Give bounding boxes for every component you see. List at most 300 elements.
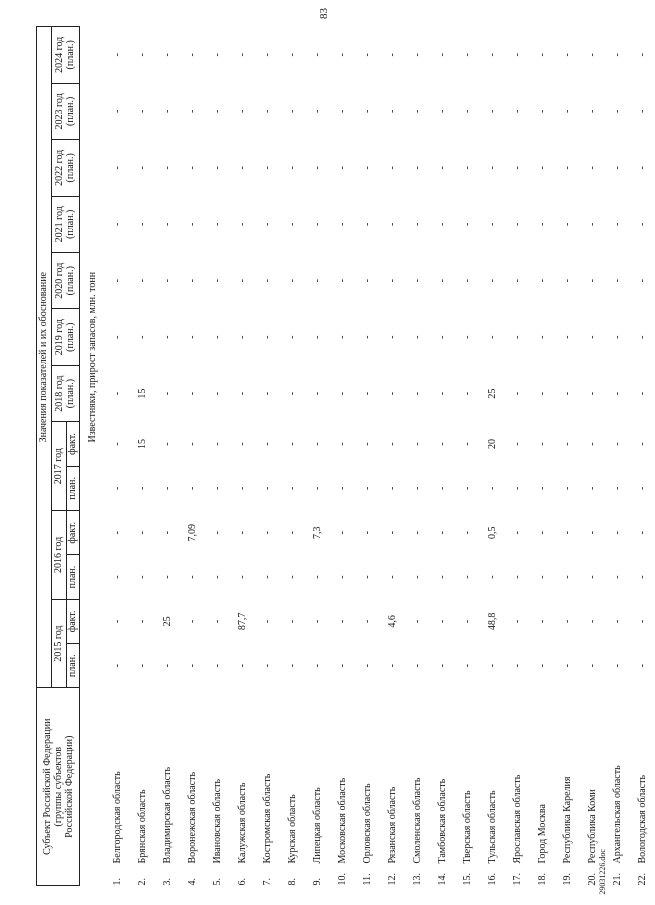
- value-cell: -: [486, 335, 498, 339]
- subject-name: Республика Коми: [586, 789, 598, 864]
- value-cell: -: [236, 531, 248, 535]
- subject-cell: [505, 688, 530, 886]
- value-cell: -: [286, 575, 298, 579]
- value-cell: -: [611, 531, 623, 535]
- value-cell: -: [461, 575, 473, 579]
- value-cell: -: [561, 109, 573, 114]
- subject-cell: [355, 688, 380, 886]
- row-number: 12.: [386, 873, 398, 886]
- value-cell: -: [211, 531, 223, 535]
- value-cell: -: [561, 391, 573, 396]
- subject-name: Орловская область: [361, 783, 373, 864]
- value-cell: -: [586, 335, 598, 339]
- value-cell: -: [336, 664, 348, 668]
- value-cell: 7,3: [311, 526, 323, 539]
- value-cell: -: [186, 166, 198, 170]
- value-cell: -: [336, 619, 348, 624]
- year-2023-header: [52, 83, 80, 139]
- value-cell: -: [511, 619, 523, 624]
- table-row: [380, 27, 405, 886]
- value-cell: -: [586, 279, 598, 283]
- value-cell: -: [311, 279, 323, 283]
- value-cell: 0,5: [486, 526, 498, 539]
- subject-cell: [580, 688, 605, 886]
- value-cell: -: [211, 391, 223, 396]
- value-cell: -: [586, 531, 598, 535]
- subject-cell: [480, 688, 505, 886]
- value-cell: -: [336, 575, 348, 579]
- value-cell: -: [111, 664, 123, 668]
- value-cell: -: [336, 166, 348, 170]
- value-cell: -: [311, 166, 323, 170]
- value-cell: -: [561, 619, 573, 624]
- row-number: 6.: [236, 878, 248, 886]
- value-cell: -: [461, 531, 473, 535]
- value-cell: -: [586, 222, 598, 226]
- row-number: 2.: [136, 878, 148, 886]
- value-cell: -: [236, 109, 248, 114]
- value-cell: -: [136, 222, 148, 226]
- value-cell: -: [536, 486, 548, 491]
- value-cell: -: [411, 664, 423, 668]
- value-cell: -: [461, 619, 473, 624]
- table-row: [630, 27, 655, 886]
- table-body: [80, 27, 655, 886]
- value-cell: -: [436, 279, 448, 283]
- value-cell: -: [361, 619, 373, 624]
- subject-header-line: Субъект Российской Федерации: [41, 718, 53, 855]
- value-cell: -: [211, 335, 223, 339]
- plan-label: (план.): [64, 96, 76, 126]
- plan-subheader: план.: [67, 466, 80, 510]
- value-cell: -: [136, 335, 148, 339]
- value-cell: -: [236, 442, 248, 446]
- value-cell: -: [536, 166, 548, 170]
- value-cell: -: [286, 664, 298, 668]
- table-row: [255, 27, 280, 886]
- value-cell: -: [511, 391, 523, 396]
- value-cell: -: [211, 664, 223, 668]
- year-label: 2019 год: [54, 319, 65, 356]
- value-cell: -: [286, 279, 298, 283]
- year-2020-header: [52, 252, 80, 308]
- value-cell: -: [636, 279, 648, 283]
- year-label: 2023 год: [54, 93, 65, 130]
- value-cell: 25: [486, 388, 498, 399]
- value-cell: -: [611, 664, 623, 668]
- value-cell: -: [186, 575, 198, 579]
- value-cell: -: [611, 166, 623, 170]
- value-cell: -: [261, 391, 273, 396]
- subject-name: Рязанская область: [386, 786, 398, 864]
- value-cell: -: [161, 531, 173, 535]
- table-row: [305, 27, 330, 886]
- row-number: 17.: [511, 873, 523, 886]
- value-cell: -: [411, 53, 423, 57]
- value-cell: -: [536, 619, 548, 624]
- subject-cell: [205, 688, 230, 886]
- value-cell: -: [536, 109, 548, 114]
- value-cell: -: [136, 531, 148, 535]
- value-cell: -: [136, 575, 148, 579]
- value-cell: -: [411, 531, 423, 535]
- value-cell: -: [336, 279, 348, 283]
- value-cell: -: [611, 53, 623, 57]
- subject-cell: [230, 688, 255, 886]
- value-cell: -: [236, 166, 248, 170]
- value-cell: -: [311, 486, 323, 491]
- value-cell: -: [636, 442, 648, 446]
- row-number: 9.: [311, 878, 323, 886]
- value-cell: -: [136, 486, 148, 491]
- value-cell: -: [286, 619, 298, 624]
- row-number: 21.: [611, 873, 623, 886]
- value-cell: -: [636, 531, 648, 535]
- value-cell: -: [561, 531, 573, 535]
- table-row: [480, 27, 505, 886]
- indicators-table: [36, 26, 655, 886]
- subject-name: Тульская область: [486, 790, 498, 864]
- subject-name: Воронежская область: [186, 771, 198, 864]
- table-row: [355, 27, 380, 886]
- value-cell: -: [511, 109, 523, 114]
- row-number: 16.: [486, 873, 498, 886]
- value-cell: -: [386, 531, 398, 535]
- subject-name: Тамбовская область: [436, 778, 448, 864]
- value-cell: -: [211, 442, 223, 446]
- value-cell: -: [461, 279, 473, 283]
- row-number: 3.: [161, 878, 173, 886]
- values-title: Значения показателей и их обоснование: [37, 27, 52, 688]
- value-cell: -: [261, 664, 273, 668]
- value-cell: -: [361, 53, 373, 57]
- table-row: [130, 27, 155, 886]
- table-row: [430, 27, 455, 886]
- value-cell: -: [361, 391, 373, 396]
- value-cell: -: [186, 442, 198, 446]
- subject-cell: [155, 688, 180, 886]
- value-cell: -: [386, 575, 398, 579]
- value-cell: -: [436, 442, 448, 446]
- value-cell: -: [586, 664, 598, 668]
- value-cell: -: [636, 619, 648, 624]
- value-cell: 15: [136, 388, 148, 399]
- value-cell: -: [236, 486, 248, 491]
- value-cell: -: [336, 222, 348, 226]
- subject-cell: [530, 688, 555, 886]
- fact-subheader: факт.: [67, 599, 80, 643]
- value-cell: -: [211, 166, 223, 170]
- subject-name: Белгородская область: [111, 771, 123, 864]
- value-cell: -: [111, 335, 123, 339]
- subject-name: Архангельская область: [611, 765, 623, 864]
- value-cell: -: [311, 442, 323, 446]
- value-cell: -: [436, 531, 448, 535]
- value-cell: -: [486, 166, 498, 170]
- value-cell: -: [161, 335, 173, 339]
- year-2018-header: [52, 365, 80, 421]
- value-cell: -: [261, 531, 273, 535]
- value-cell: -: [386, 664, 398, 668]
- subject-name: Костромская область: [261, 773, 273, 864]
- subject-cell: [305, 688, 330, 886]
- value-cell: -: [361, 575, 373, 579]
- value-cell: -: [511, 664, 523, 668]
- value-cell: -: [186, 279, 198, 283]
- value-cell: -: [136, 279, 148, 283]
- value-cell: -: [336, 442, 348, 446]
- value-cell: -: [186, 664, 198, 668]
- plan-label: (план.): [64, 322, 76, 352]
- year-label: 2022 год: [54, 149, 65, 186]
- row-number: 1.: [111, 878, 123, 886]
- value-cell: -: [486, 53, 498, 57]
- value-cell: -: [311, 335, 323, 339]
- value-cell: -: [211, 222, 223, 226]
- value-cell: -: [311, 619, 323, 624]
- subject-cell: [180, 688, 205, 886]
- value-cell: -: [561, 442, 573, 446]
- subject-name: Республика Карелия: [561, 776, 573, 864]
- subject-cell: [330, 688, 355, 886]
- value-cell: -: [361, 166, 373, 170]
- value-cell: -: [636, 486, 648, 491]
- value-cell: -: [361, 486, 373, 491]
- value-cell: -: [411, 442, 423, 446]
- value-cell: -: [386, 442, 398, 446]
- value-cell: -: [461, 391, 473, 396]
- value-cell: -: [586, 391, 598, 396]
- value-cell: -: [636, 222, 648, 226]
- subject-cell: [255, 688, 280, 886]
- row-number: 19.: [561, 873, 573, 886]
- value-cell: -: [336, 335, 348, 339]
- value-cell: 48,8: [486, 612, 498, 631]
- value-cell: -: [611, 442, 623, 446]
- value-cell: -: [161, 279, 173, 283]
- year-2015-header: 2015 год: [52, 599, 67, 688]
- value-cell: -: [386, 335, 398, 339]
- value-cell: -: [536, 575, 548, 579]
- value-cell: -: [361, 279, 373, 283]
- value-cell: -: [611, 486, 623, 491]
- value-cell: -: [111, 391, 123, 396]
- value-cell: -: [411, 391, 423, 396]
- value-cell: -: [536, 531, 548, 535]
- value-cell: -: [586, 486, 598, 491]
- value-cell: -: [236, 391, 248, 396]
- value-cell: -: [261, 53, 273, 57]
- value-cell: 7,09: [186, 523, 198, 542]
- value-cell: -: [461, 664, 473, 668]
- plan-label: (план.): [64, 266, 76, 296]
- value-cell: -: [111, 109, 123, 114]
- value-cell: -: [636, 575, 648, 579]
- plan-subheader: план.: [67, 644, 80, 688]
- value-cell: -: [261, 619, 273, 624]
- row-number: 10.: [336, 873, 348, 886]
- value-cell: -: [486, 222, 498, 226]
- value-cell: -: [286, 53, 298, 57]
- value-cell: -: [486, 486, 498, 491]
- table-row: [605, 27, 630, 886]
- value-cell: -: [111, 166, 123, 170]
- value-cell: -: [461, 53, 473, 57]
- value-cell: -: [211, 109, 223, 114]
- value-cell: -: [286, 222, 298, 226]
- value-cell: -: [336, 391, 348, 396]
- subject-header-line: Российской Федерации): [63, 735, 75, 838]
- fact-subheader: факт.: [67, 511, 80, 555]
- plan-label: (план.): [64, 40, 76, 70]
- subject-name: Владимирская область: [161, 766, 173, 864]
- value-cell: -: [586, 442, 598, 446]
- value-cell: -: [536, 442, 548, 446]
- value-cell: -: [536, 664, 548, 668]
- value-cell: -: [436, 664, 448, 668]
- row-number: 18.: [536, 873, 548, 886]
- value-cell: -: [411, 166, 423, 170]
- subject-name: Московская область: [336, 777, 348, 864]
- value-cell: -: [111, 442, 123, 446]
- value-cell: -: [586, 53, 598, 57]
- value-cell: -: [211, 575, 223, 579]
- table-row: [530, 27, 555, 886]
- subject-cell: [280, 688, 305, 886]
- value-cell: -: [161, 166, 173, 170]
- table-row: [230, 27, 255, 886]
- subject-name: Ярославская область: [511, 774, 523, 864]
- value-cell: -: [186, 619, 198, 624]
- value-cell: -: [311, 222, 323, 226]
- value-cell: -: [486, 279, 498, 283]
- value-cell: -: [111, 279, 123, 283]
- value-cell: -: [436, 53, 448, 57]
- value-cell: -: [161, 486, 173, 491]
- table-row: [180, 27, 205, 886]
- value-cell: -: [236, 279, 248, 283]
- value-cell: -: [561, 166, 573, 170]
- table-row: [555, 27, 580, 886]
- value-cell: -: [336, 109, 348, 114]
- value-cell: -: [286, 391, 298, 396]
- value-cell: -: [511, 531, 523, 535]
- value-cell: 25: [161, 616, 173, 627]
- value-cell: -: [261, 222, 273, 226]
- value-cell: -: [636, 53, 648, 57]
- value-cell: -: [411, 335, 423, 339]
- value-cell: -: [261, 575, 273, 579]
- value-cell: -: [611, 575, 623, 579]
- value-cell: -: [361, 222, 373, 226]
- year-2019-header: [52, 309, 80, 365]
- value-cell: -: [611, 619, 623, 624]
- value-cell: -: [211, 279, 223, 283]
- value-cell: -: [261, 279, 273, 283]
- value-cell: -: [111, 575, 123, 579]
- value-cell: -: [536, 335, 548, 339]
- year-label: 2024 год: [54, 36, 65, 73]
- table-row: [280, 27, 305, 886]
- subject-column-header: [37, 688, 80, 886]
- value-cell: -: [611, 391, 623, 396]
- value-cell: -: [211, 619, 223, 624]
- value-cell: -: [561, 575, 573, 579]
- value-cell: -: [286, 486, 298, 491]
- subject-name: Курская область: [286, 794, 298, 864]
- row-number: 22.: [636, 873, 648, 886]
- value-cell: -: [236, 575, 248, 579]
- value-cell: -: [261, 109, 273, 114]
- table-row: [330, 27, 355, 886]
- value-cell: -: [511, 53, 523, 57]
- value-cell: -: [636, 335, 648, 339]
- subject-name: Тверская область: [461, 790, 473, 864]
- value-cell: -: [386, 109, 398, 114]
- value-cell: -: [311, 664, 323, 668]
- subject-name: Брянская область: [136, 789, 148, 864]
- value-cell: -: [311, 575, 323, 579]
- value-cell: -: [486, 664, 498, 668]
- value-cell: -: [611, 335, 623, 339]
- value-cell: -: [286, 166, 298, 170]
- section-row: [80, 27, 106, 886]
- value-cell: -: [536, 53, 548, 57]
- value-cell: -: [236, 53, 248, 57]
- value-cell: -: [361, 109, 373, 114]
- value-cell: -: [436, 486, 448, 491]
- value-cell: -: [111, 53, 123, 57]
- value-cell: -: [561, 279, 573, 283]
- value-cell: -: [111, 619, 123, 624]
- value-cell: -: [536, 279, 548, 283]
- value-cell: -: [111, 531, 123, 535]
- value-cell: -: [261, 442, 273, 446]
- value-cell: -: [386, 166, 398, 170]
- value-cell: -: [111, 222, 123, 226]
- subject-cell: [380, 688, 405, 886]
- value-cell: -: [511, 442, 523, 446]
- row-number: 14.: [436, 873, 448, 886]
- value-cell: -: [486, 109, 498, 114]
- value-cell: -: [186, 391, 198, 396]
- value-cell: -: [136, 166, 148, 170]
- value-cell: -: [186, 109, 198, 114]
- section-title: Известняки, прирост запасов, млн. тонн: [86, 271, 98, 443]
- row-number: 4.: [186, 878, 198, 886]
- subject-cell: [630, 688, 655, 886]
- value-cell: -: [611, 109, 623, 114]
- value-cell: -: [136, 109, 148, 114]
- subject-name: Вологодская область: [636, 774, 648, 864]
- value-cell: -: [511, 575, 523, 579]
- subject-cell: [455, 688, 480, 886]
- plan-subheader: план.: [67, 555, 80, 599]
- value-cell: -: [586, 619, 598, 624]
- value-cell: -: [161, 442, 173, 446]
- value-cell: -: [136, 664, 148, 668]
- value-cell: -: [311, 109, 323, 114]
- value-cell: -: [611, 279, 623, 283]
- plan-label: (план.): [64, 378, 76, 409]
- value-cell: -: [636, 109, 648, 114]
- value-cell: -: [436, 109, 448, 114]
- subject-name: Город Москва: [536, 804, 548, 864]
- plan-label: (план.): [64, 209, 76, 239]
- value-cell: -: [286, 335, 298, 339]
- value-cell: -: [636, 166, 648, 170]
- value-cell: -: [436, 575, 448, 579]
